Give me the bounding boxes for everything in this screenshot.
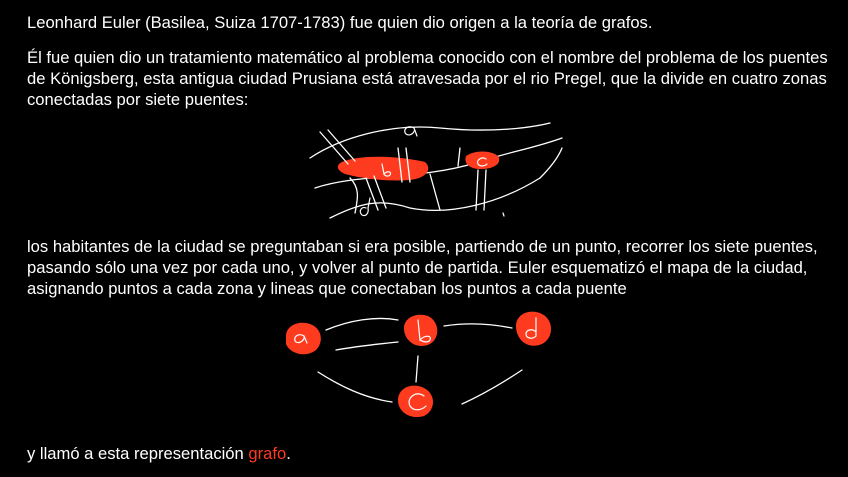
edge-c-d [462,370,522,404]
konigsberg-map-sketch [300,118,570,228]
river-bank-north [310,123,550,158]
zone-label-a [405,127,417,136]
closing-period: . [286,444,291,463]
puzzle-paragraph: los habitantes de la ciudad se preguntaban si era posible, partiendo de un punto, recorrer los siete puentes, pasando sólo una vez por cada uno, y volver al punto de partida. Euler esquematizó el mapa de la ciudad, asignando puntos a cada zona y lineas que conectaban los puntos a cada puente [27,237,818,298]
node-c [398,386,433,417]
intro-paragraph: Leonhard Euler (Basilea, Suiza 1707-1783) fue quien dio origen a la teoría de grafos. [27,13,653,32]
edge-a-c [318,372,392,402]
river-bank-east [540,148,562,178]
bridge-5 [430,174,440,210]
edge-b-d [444,324,512,328]
river-bank-south [330,178,540,218]
closing-paragraph [27,443,832,464]
highlight-grafo: grafo [248,444,287,463]
graph-sketch [280,306,580,426]
bridge-3 [458,148,460,166]
edge-a-b-2 [336,342,398,350]
closing-text: y llamó a esta representación [27,444,249,463]
edge-b-c [416,356,418,382]
konigsberg-paragraph: Él fue quien dio un tratamiento matemático al problema conocido con el nombre del problema de los puentes de Königsberg, esta antigua ciudad Prusiana está atravesada por el rio Pregel, que la divide en cuatro zonas conectadas por siete puentes: [27,48,828,109]
zone-label-d [360,198,370,216]
pencil-dot [503,213,504,216]
bridge-1 [320,130,355,164]
node-d [516,312,551,346]
node-b [404,315,437,346]
edge-a-b-1 [326,318,398,330]
